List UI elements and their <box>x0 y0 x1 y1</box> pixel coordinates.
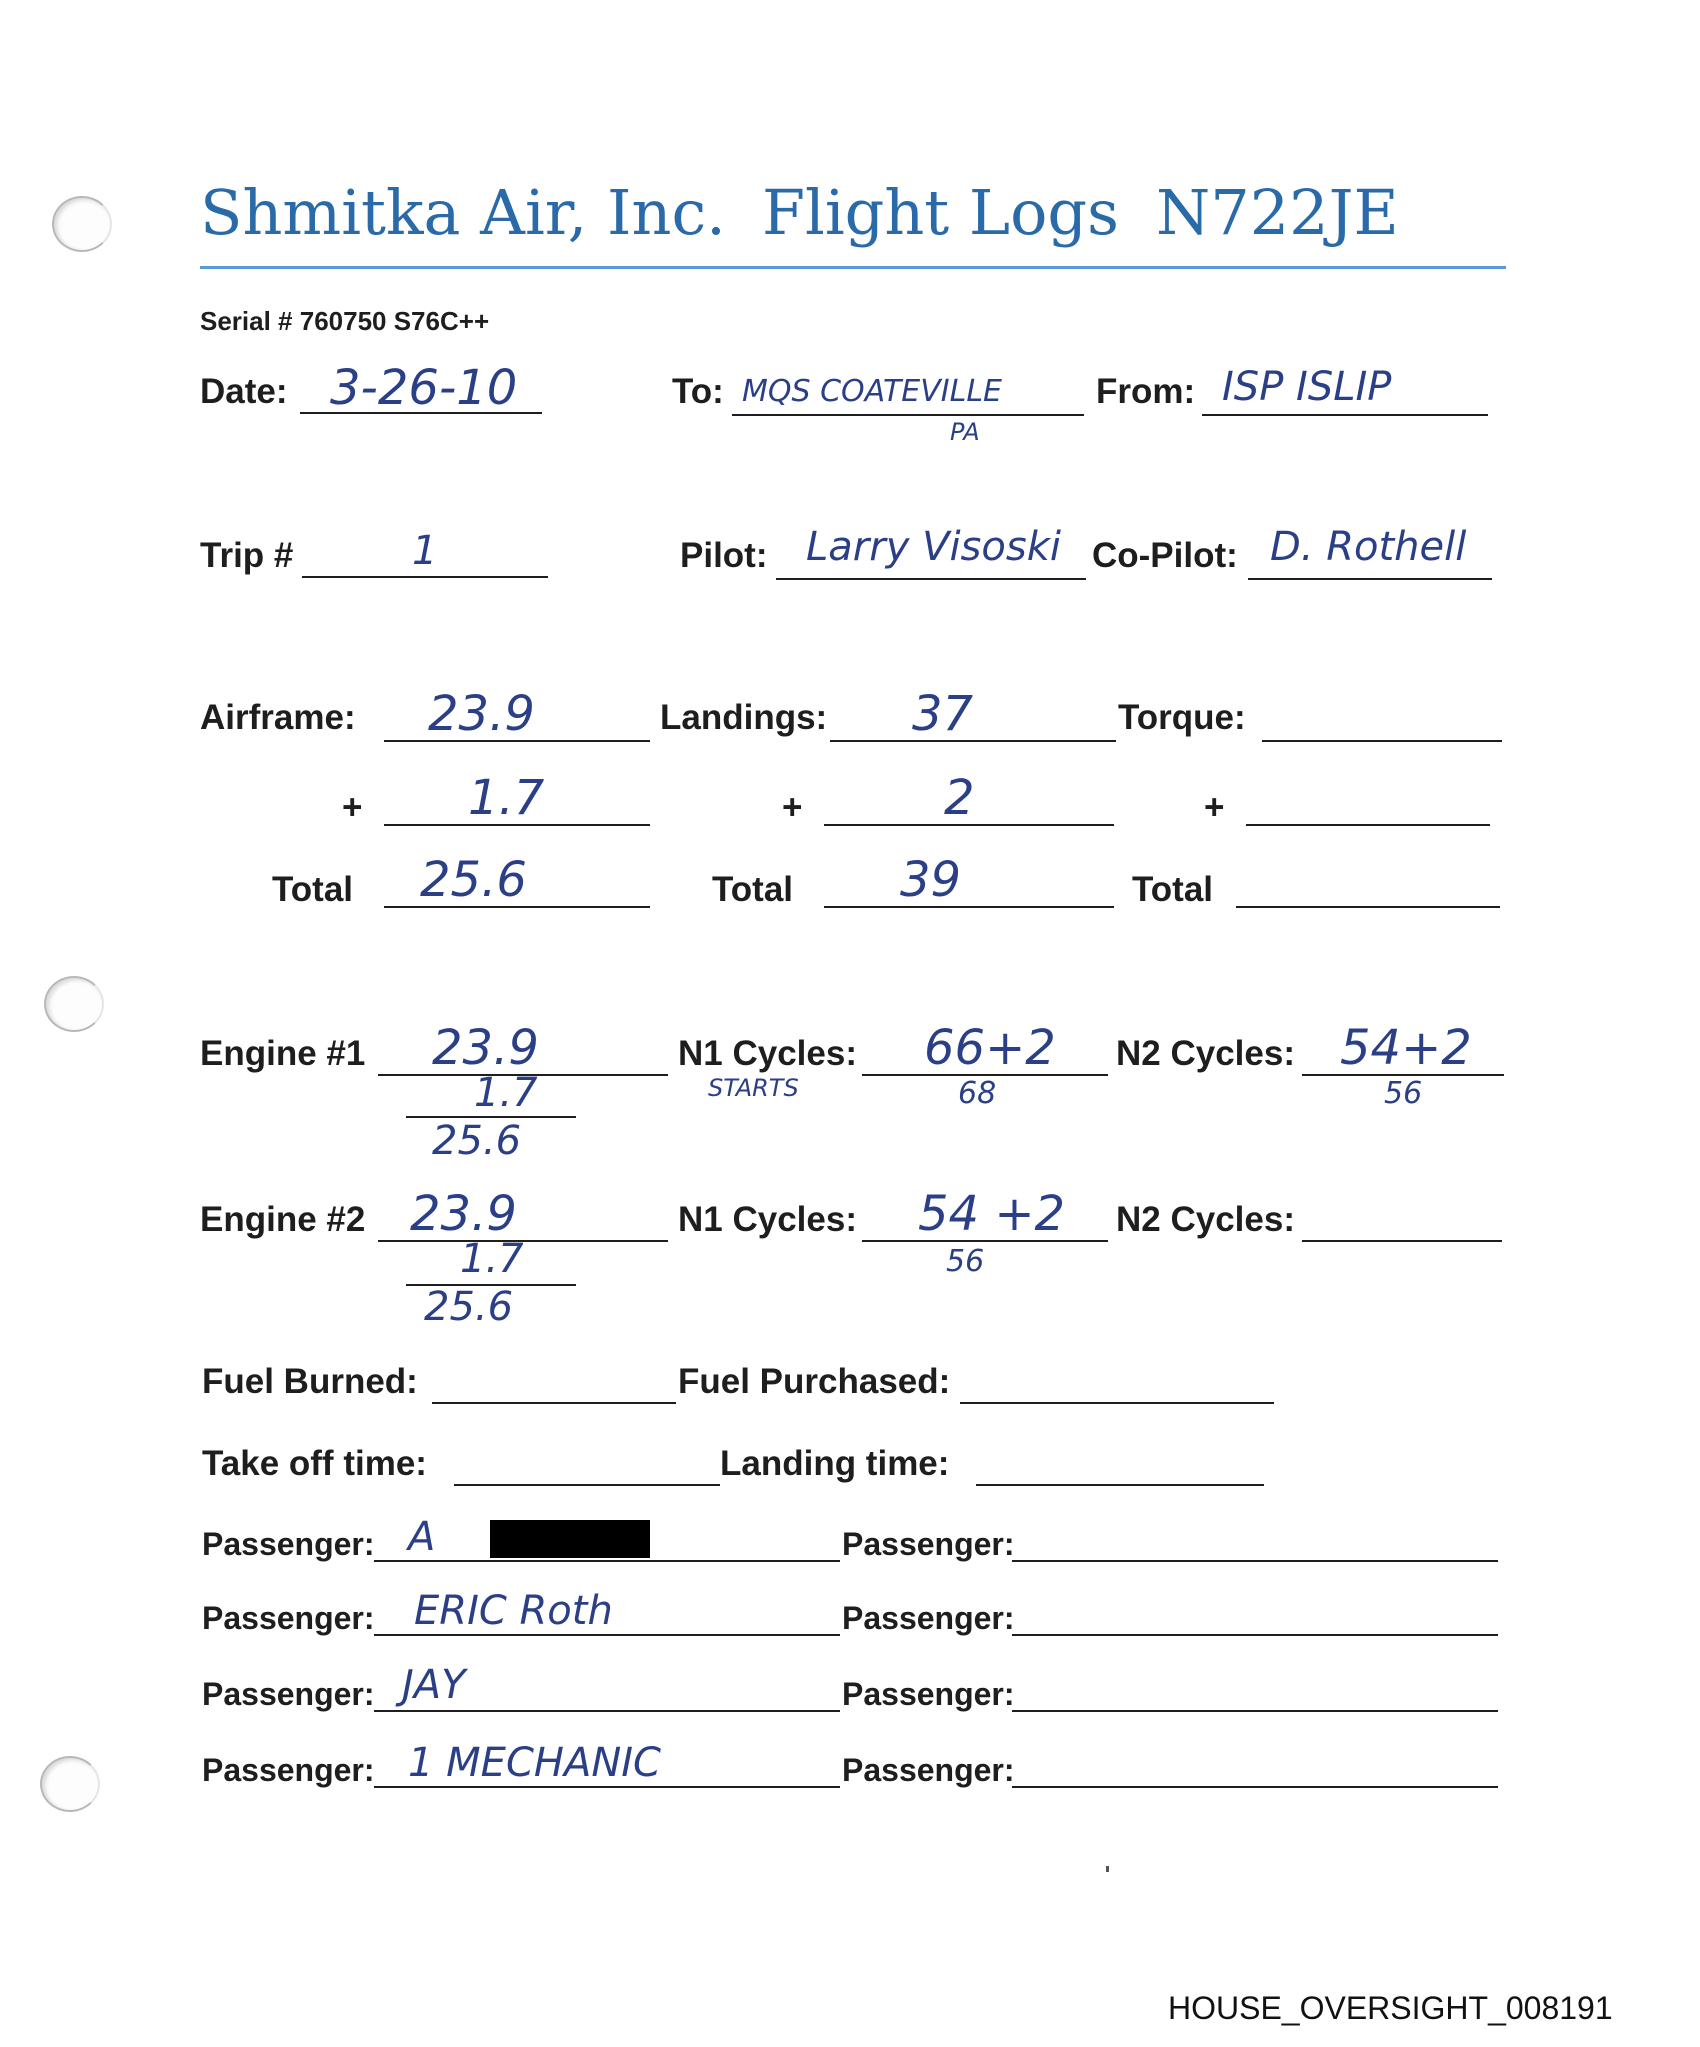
passenger-8-line <box>1012 1786 1498 1788</box>
passenger-2-value: ERIC Roth <box>414 1588 613 1634</box>
airframe-total-value: 25.6 <box>420 852 527 908</box>
copilot-label: Co-Pilot: <box>1092 536 1238 575</box>
engine1-n1-label: N1 Cycles: <box>678 1034 857 1073</box>
trip-line <box>302 576 548 578</box>
fuel-burned-line <box>432 1402 676 1404</box>
passenger-1-value: A <box>408 1514 436 1560</box>
engine2-n2-line <box>1302 1240 1502 1242</box>
from-value: ISP ISLIP <box>1222 364 1392 410</box>
to-note: PA <box>950 418 980 446</box>
landings-plus-label: + <box>782 788 803 827</box>
pilot-value: Larry Visoski <box>806 524 1061 570</box>
date-value: 3-26-10 <box>330 360 518 416</box>
engine2-n1-value: 54 +2 <box>918 1186 1066 1242</box>
engine2-n1-label: N1 Cycles: <box>678 1200 857 1239</box>
engine1-n1-sub: 68 <box>958 1076 997 1111</box>
passenger-3-value: JAY <box>402 1662 466 1708</box>
landings-value: 37 <box>912 686 974 742</box>
date-label: Date: <box>200 372 288 411</box>
binder-hole-3 <box>40 1756 100 1812</box>
passenger-4-line <box>374 1786 840 1788</box>
from-line <box>1202 414 1488 416</box>
engine1-n2-value: 54+2 <box>1340 1020 1472 1076</box>
airframe-value: 23.9 <box>428 686 535 742</box>
passenger-1-line <box>374 1560 840 1562</box>
engine1-n2-sub: 56 <box>1384 1076 1423 1111</box>
passenger-3-line <box>374 1710 840 1712</box>
passenger-2-line <box>374 1634 840 1636</box>
engine1-value-2: 1.7 <box>474 1070 538 1116</box>
torque-plus-line <box>1246 824 1490 826</box>
copilot-line <box>1248 578 1492 580</box>
airframe-total-label: Total <box>272 870 354 909</box>
bates-number: HOUSE_OVERSIGHT_008191 <box>1168 1990 1613 2026</box>
passenger-6-label: Passenger: <box>842 1600 1015 1636</box>
landings-plus-value: 2 <box>944 770 975 826</box>
fuel-purchased-label: Fuel Purchased: <box>678 1362 951 1401</box>
fuel-purchased-line <box>960 1402 1274 1404</box>
engine1-n2-label: N2 Cycles: <box>1116 1034 1295 1073</box>
takeoff-line <box>454 1484 720 1486</box>
torque-plus-label: + <box>1204 788 1225 827</box>
passenger-1-label: Passenger: <box>202 1526 375 1562</box>
serial-number: Serial # 760750 S76C++ <box>200 306 490 336</box>
landing-time-label: Landing time: <box>720 1444 950 1483</box>
engine2-value-1: 23.9 <box>410 1186 517 1242</box>
torque-total-line <box>1236 906 1500 908</box>
trip-value: 1 <box>412 528 438 574</box>
passenger-7-label: Passenger: <box>842 1676 1015 1712</box>
form-header <box>200 176 1506 269</box>
torque-total-label: Total <box>1132 870 1214 909</box>
passenger-2-label: Passenger: <box>202 1600 375 1636</box>
fuel-burned-label: Fuel Burned: <box>202 1362 418 1401</box>
torque-label: Torque: <box>1118 698 1246 737</box>
airframe-plus-value: 1.7 <box>468 770 545 826</box>
passenger-3-label: Passenger: <box>202 1676 375 1712</box>
engine1-n1-note: STARTS <box>708 1074 799 1102</box>
torque-line <box>1262 740 1502 742</box>
binder-hole-1 <box>52 196 112 252</box>
passenger-4-value: 1 MECHANIC <box>408 1740 661 1786</box>
passenger-5-line <box>1012 1560 1498 1562</box>
tail-number: N722JE <box>1156 176 1399 249</box>
engine2-value-2: 1.7 <box>460 1236 524 1282</box>
engine1-label: Engine #1 <box>200 1034 366 1073</box>
to-label: To: <box>672 372 724 411</box>
passenger-7-line <box>1012 1710 1498 1712</box>
takeoff-label: Take off time: <box>202 1444 427 1483</box>
engine1-value-1: 23.9 <box>432 1020 539 1076</box>
engine1-value-3: 25.6 <box>432 1118 522 1164</box>
engine2-n1-sub: 56 <box>946 1244 985 1279</box>
landing-time-line <box>976 1484 1264 1486</box>
scan-speck <box>1106 1866 1109 1872</box>
passenger-8-label: Passenger: <box>842 1752 1015 1788</box>
passenger-6-line <box>1012 1634 1498 1636</box>
to-line <box>732 414 1084 416</box>
form-title: Flight Logs <box>762 176 1119 249</box>
airframe-plus-label: + <box>342 788 363 827</box>
landings-total-line <box>824 906 1114 908</box>
landings-label: Landings: <box>660 698 828 737</box>
pilot-line <box>776 578 1086 580</box>
to-value: MQS COATEVILLE <box>742 374 1003 409</box>
copilot-value: D. Rothell <box>1270 524 1467 570</box>
redaction-box <box>490 1520 650 1558</box>
trip-label: Trip # <box>200 536 294 575</box>
landings-total-label: Total <box>712 870 794 909</box>
engine1-n1-value: 66+2 <box>924 1020 1056 1076</box>
airframe-label: Airframe: <box>200 698 356 737</box>
pilot-label: Pilot: <box>680 536 768 575</box>
company-name: Shmitka Air, Inc. <box>200 176 726 249</box>
engine2-n2-label: N2 Cycles: <box>1116 1200 1295 1239</box>
binder-hole-2 <box>44 976 104 1032</box>
passenger-4-label: Passenger: <box>202 1752 375 1788</box>
engine2-label: Engine #2 <box>200 1200 366 1239</box>
passenger-5-label: Passenger: <box>842 1526 1015 1562</box>
engine2-value-3: 25.6 <box>424 1284 514 1330</box>
landings-total-value: 39 <box>900 852 962 908</box>
from-label: From: <box>1096 372 1196 411</box>
